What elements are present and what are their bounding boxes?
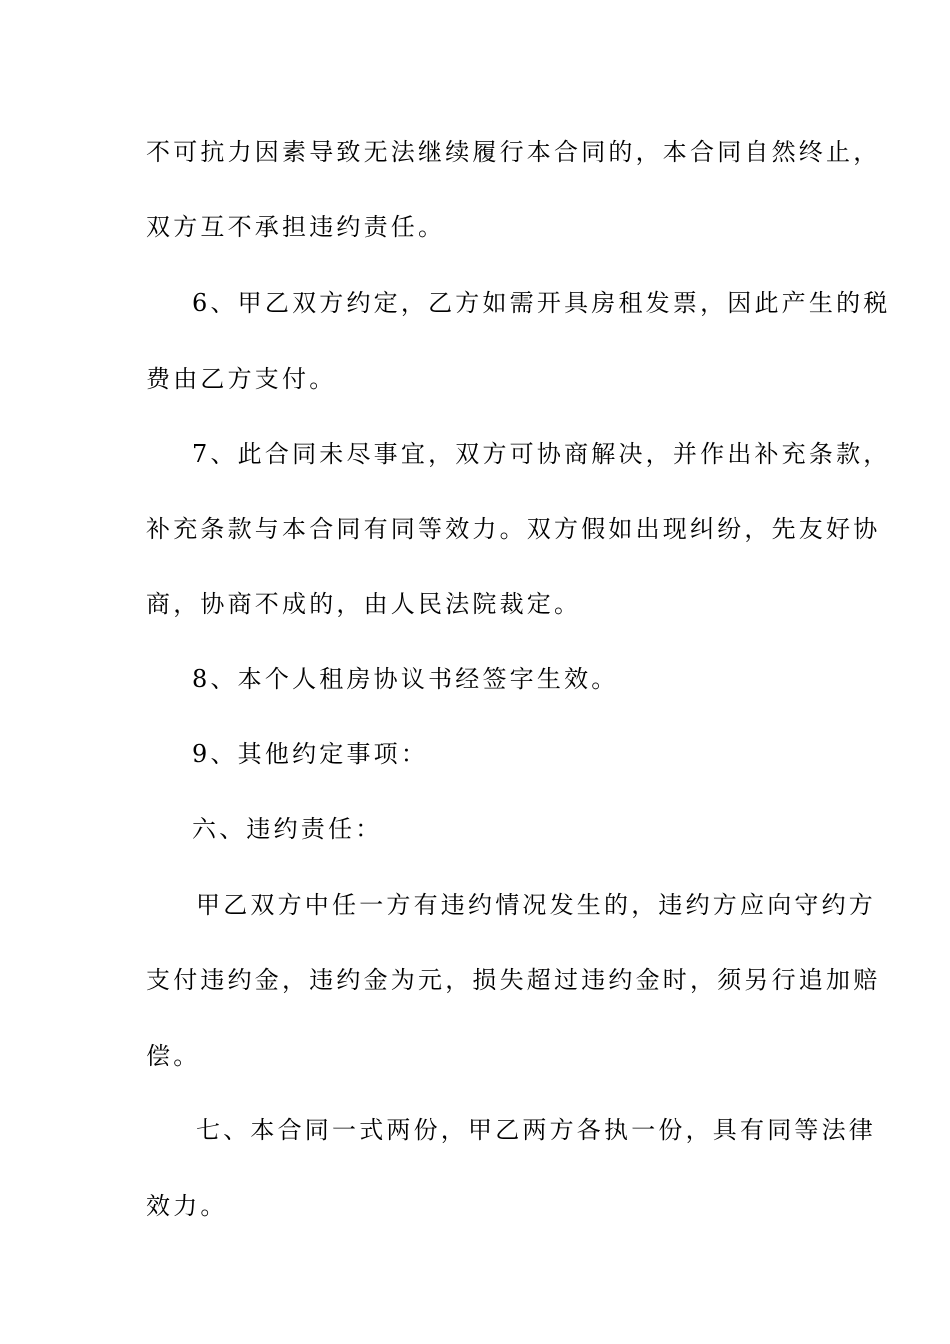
paragraph-line: 补充条款与本合同有同等效力。双方假如出现纠纷，先友好协 bbox=[146, 515, 881, 543]
clause-8-line: 8、本个人租房协议书经签字生效。 bbox=[192, 665, 619, 693]
paragraph-line: 偿。 bbox=[146, 1042, 201, 1070]
paragraph-line: 费由乙方支付。 bbox=[146, 365, 337, 393]
paragraph-line: 不可抗力因素导致无法继续履行本合同的，本合同自然终止， bbox=[146, 138, 881, 166]
paragraph-line: 双方互不承担违约责任。 bbox=[146, 213, 446, 241]
paragraph-line: 效力。 bbox=[146, 1192, 228, 1220]
paragraph-line: 商，协商不成的，由人民法院裁定。 bbox=[146, 590, 582, 618]
section-heading: 六、违约责任： bbox=[192, 815, 383, 843]
clause-6-line: 6、甲乙双方约定，乙方如需开具房租发票，因此产生的税 bbox=[192, 289, 891, 317]
paragraph-line: 支付违约金，违约金为元，损失超过违约金时，须另行追加赔 bbox=[146, 966, 881, 994]
clause-7-line: 7、此合同未尽事宜，双方可协商解决，并作出补充条款， bbox=[192, 440, 891, 468]
paragraph-line: 甲乙双方中任一方有违约情况发生的，违约方应向守约方 bbox=[196, 891, 876, 919]
clause-9-line: 9、其他约定事项： bbox=[192, 740, 429, 768]
section-heading: 七、本合同一式两份，甲乙两方各执一份，具有同等法律 bbox=[196, 1116, 876, 1144]
